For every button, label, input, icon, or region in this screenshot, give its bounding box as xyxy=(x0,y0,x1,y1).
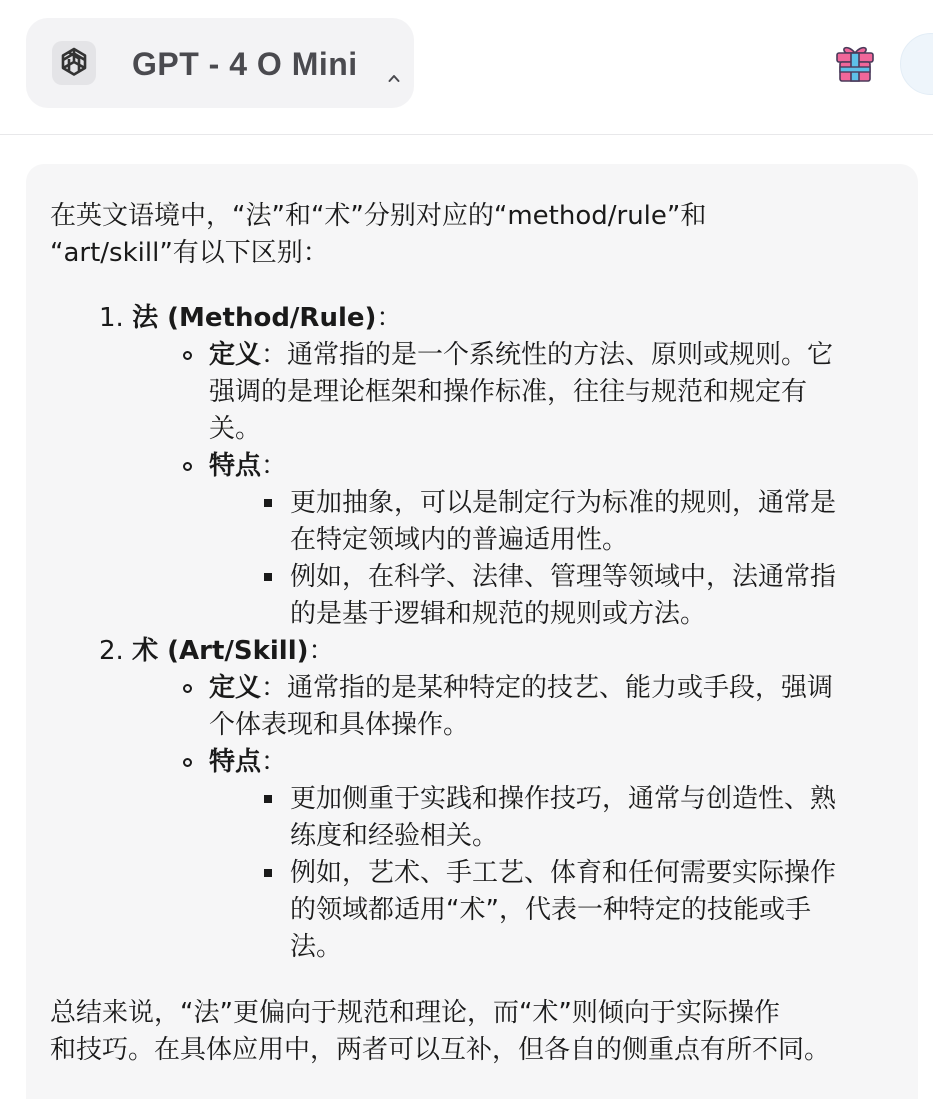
square-bullet-icon xyxy=(264,795,272,803)
list-item-title: 法 (Method/Rule) xyxy=(132,303,377,333)
list-item-number: 2. xyxy=(99,636,124,666)
features-label: 特点 xyxy=(209,747,262,777)
chevron-up-icon xyxy=(388,72,400,84)
model-name-label: GPT - 4 O Mini xyxy=(132,46,358,82)
definition-label: 定义 xyxy=(209,673,262,703)
definition-line: 个体表现和具体操作。 xyxy=(209,710,470,740)
square-bullet-icon xyxy=(264,499,272,507)
feature-line: 例如，艺术、手工艺、体育和任何需要实际操作 xyxy=(290,858,837,888)
circle-bullet-icon xyxy=(183,684,192,693)
list-item-2-heading xyxy=(99,633,335,670)
summary-text-line-2: 和技巧。在具体应用中，两者可以互补，但各自的侧重点有所不同。 xyxy=(50,1035,831,1065)
features-suffix: ： xyxy=(261,451,288,481)
square-bullet-icon xyxy=(264,573,272,581)
features-label: 特点 xyxy=(209,451,262,481)
feature-line: 更加侧重于实践和操作技巧，通常与创造性、熟 xyxy=(290,784,837,814)
definition-line xyxy=(209,337,833,374)
features-suffix: ： xyxy=(261,747,288,777)
feature-line: 的领域都适用“术”，代表一种特定的技能或手 xyxy=(290,895,811,925)
square-bullet-icon xyxy=(264,869,272,877)
feature-line: 练度和经验相关。 xyxy=(290,821,499,851)
features-heading xyxy=(209,448,287,485)
definition-line: 强调的是理论框架和操作标准，往往与规范和规定有 xyxy=(209,377,808,407)
definition-line: 关。 xyxy=(209,414,262,444)
list-item-title-suffix: ： xyxy=(376,303,403,333)
circle-bullet-icon xyxy=(183,351,192,360)
intro-text-line-2: “art/skill”有以下区别： xyxy=(50,238,329,268)
definition-label: 定义 xyxy=(209,340,262,370)
circle-bullet-icon xyxy=(183,462,192,471)
gift-icon[interactable] xyxy=(834,43,876,83)
feature-line: 在特定领域内的普遍适用性。 xyxy=(290,525,629,555)
definition-line xyxy=(209,670,833,707)
features-heading xyxy=(209,744,287,781)
definition-text: ：通常指的是某种特定的技艺、能力或手段，强调 xyxy=(261,673,834,703)
definition-text: ：通常指的是一个系统性的方法、原则或规则。它 xyxy=(261,340,834,370)
intro-text-line-1: 在英文语境中，“法”和“术”分别对应的“method/rule”和 xyxy=(50,201,707,231)
feature-line: 更加抽象，可以是制定行为标准的规则，通常是 xyxy=(290,488,837,518)
list-item-title: 术 (Art/Skill) xyxy=(132,636,309,666)
feature-line: 的是基于逻辑和规范的规则或方法。 xyxy=(290,599,707,629)
top-bar xyxy=(0,0,933,135)
list-item-number: 1. xyxy=(99,303,124,333)
circle-bullet-icon xyxy=(183,758,192,767)
summary-text-line-1: 总结来说，“法”更偏向于规范和理论，而“术”则倾向于实际操作 xyxy=(50,998,780,1028)
openai-logo-icon xyxy=(50,39,98,87)
profile-button[interactable] xyxy=(900,33,933,95)
list-item-1-heading xyxy=(99,300,402,337)
feature-line: 法。 xyxy=(290,932,343,962)
model-selector-button[interactable] xyxy=(26,18,414,108)
feature-line: 例如，在科学、法律、管理等领域中，法通常指 xyxy=(290,562,837,592)
list-item-title-suffix: ： xyxy=(308,636,335,666)
